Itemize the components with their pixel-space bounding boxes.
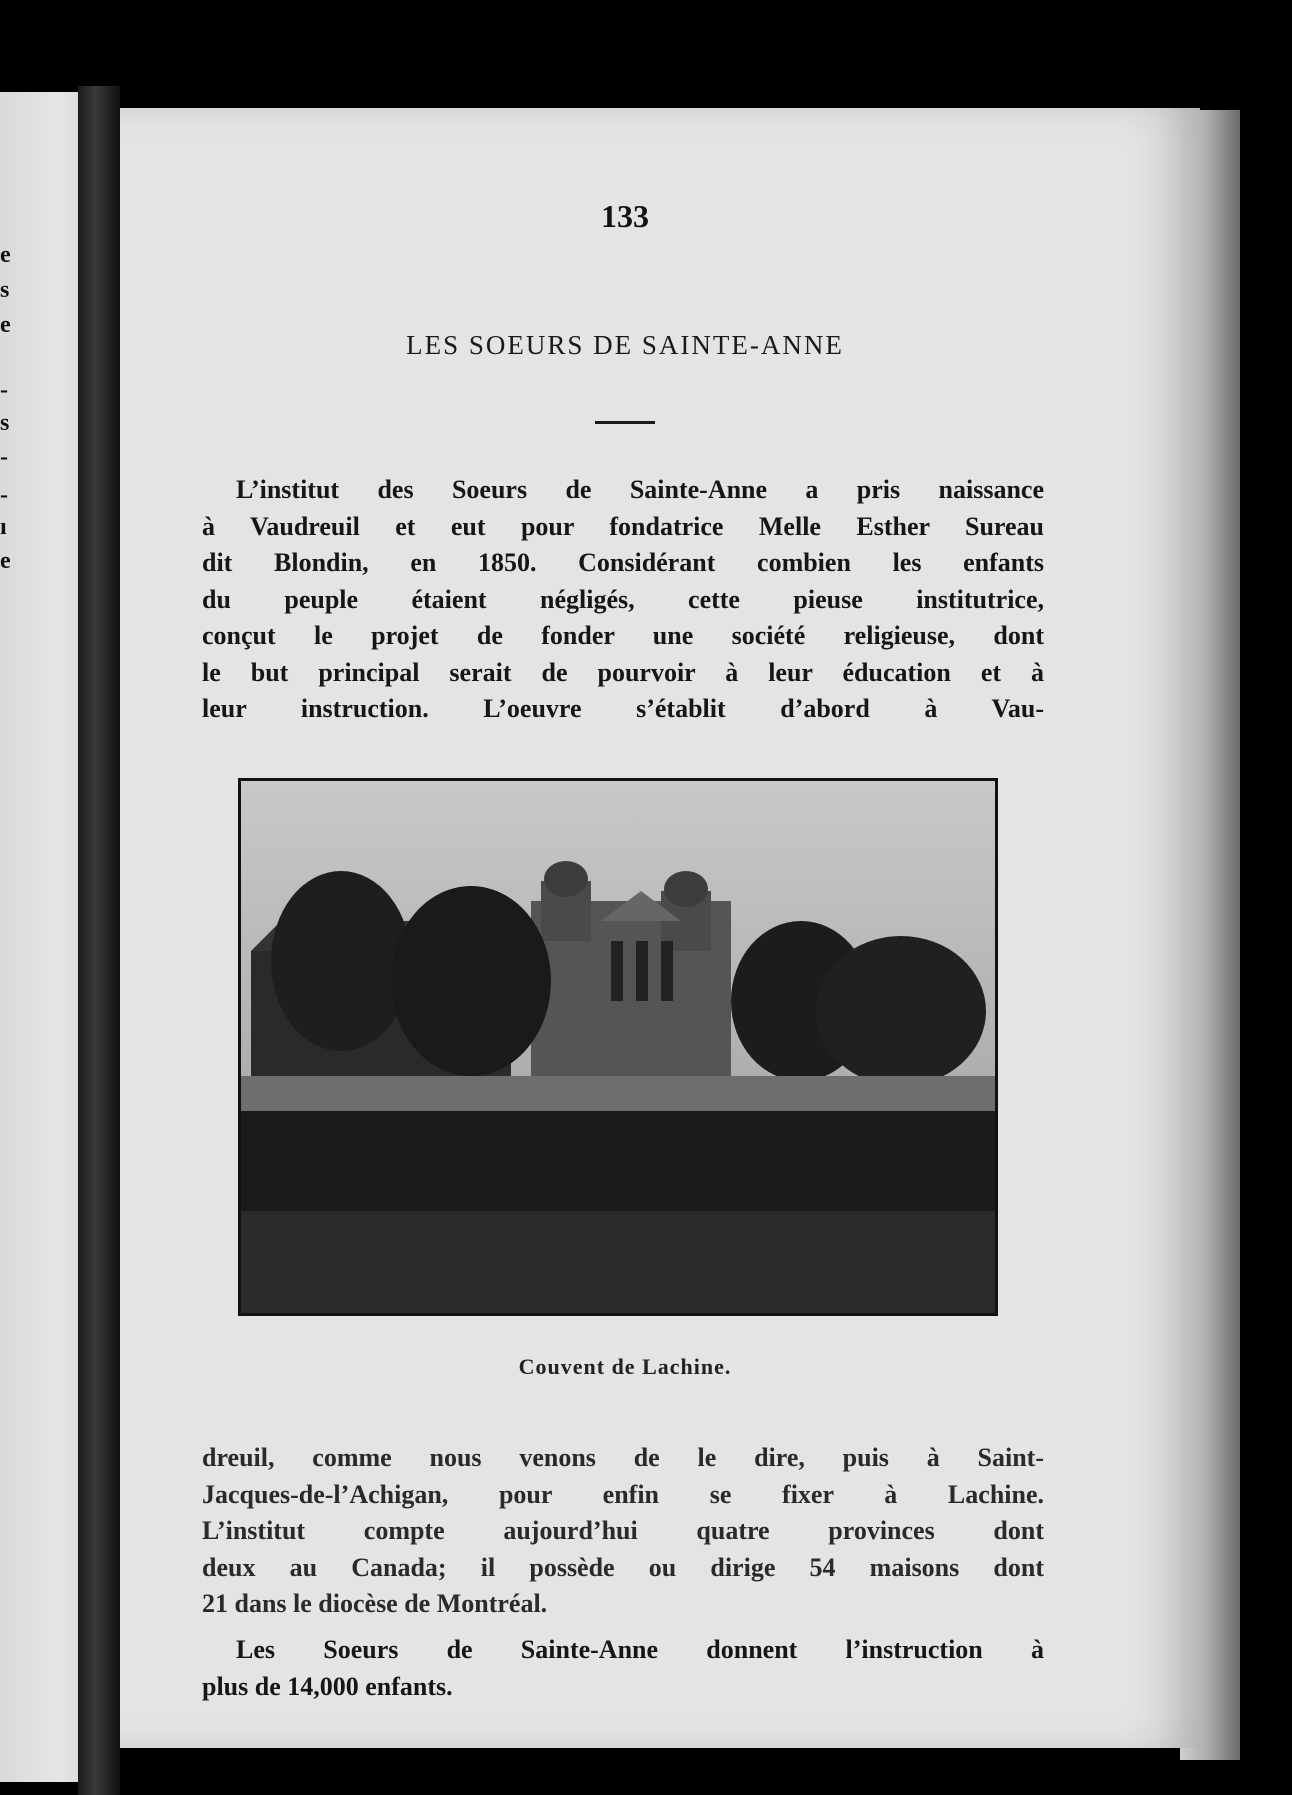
left-page-text-fragment: ı — [0, 514, 7, 540]
text-line: conçut le projet de fonder une société religieuse, dont — [202, 621, 1044, 650]
photo-wall — [241, 1076, 995, 1111]
text-line: leur instruction. L’oeuvre s’établit d’abord à Vau- — [202, 694, 1044, 723]
book-page — [120, 108, 1200, 1748]
photo-illustration — [241, 781, 995, 1313]
chapter-title: LES SOEURS DE SAINTE-ANNE — [406, 330, 844, 360]
photo-tree — [271, 871, 411, 1051]
text-line: à Vaudreuil et eut pour fondatrice Melle Esther Sureau — [202, 511, 1044, 541]
left-page-text-fragment: - — [0, 482, 8, 508]
left-page-text-fragment: s — [0, 277, 10, 303]
photo-window — [636, 941, 648, 1001]
photo-foreground — [241, 1211, 995, 1313]
convent-photograph — [238, 778, 998, 1316]
text-line: dreuil, comme nous venons de le dire, puis à Saint- — [202, 1443, 1044, 1472]
left-page-text-fragment: - — [0, 377, 8, 403]
text-line: plus de 14,000 enfants. — [202, 1671, 453, 1701]
photo-dome-left — [544, 861, 588, 897]
text-line: L’institut compte aujourd’hui quatre provinces dont — [202, 1516, 1044, 1545]
page-number: 133 — [601, 198, 649, 234]
photo-dome-right — [664, 871, 708, 907]
text-line: le but principal serait de pourvoir à leur éducation et à — [202, 657, 1044, 687]
photo-window — [661, 941, 673, 1001]
text-line: dit Blondin, en 1850. Considérant combien les enfants — [202, 548, 1044, 577]
photo-caption: Couvent de Lachine. — [518, 1354, 732, 1379]
photo-tree — [391, 886, 551, 1076]
left-page-text-fragment: e — [0, 312, 11, 338]
text-line: du peuple étaient négligés, cette pieuse institutrice, — [202, 584, 1044, 614]
text-line: Jacques-de-l’Achigan, pour enfin se fixer à Lachine. — [202, 1479, 1044, 1509]
title-divider — [595, 421, 655, 424]
book-spine — [78, 86, 120, 1795]
text-line: L’institut des Soeurs de Sainte-Anne a pris naissance — [236, 475, 1044, 504]
left-page-text-fragment: s — [0, 410, 10, 436]
text-line: Les Soeurs de Sainte-Anne donnent l’instruction à — [236, 1635, 1044, 1664]
text-line: deux au Canada; il possède ou dirige 54 maisons dont — [202, 1552, 1044, 1582]
photo-window — [611, 941, 623, 1001]
photo-tree — [816, 936, 986, 1086]
left-page-text-fragment: e — [0, 548, 11, 574]
left-page-text-fragment: - — [0, 444, 8, 470]
paragraph-closing — [202, 1632, 1044, 1705]
paragraph-continuation — [202, 1440, 1044, 1623]
paragraph-intro — [202, 472, 1044, 728]
text-line: 21 dans le diocèse de Montréal. — [202, 1589, 548, 1618]
left-page-text-fragment: e — [0, 242, 11, 268]
